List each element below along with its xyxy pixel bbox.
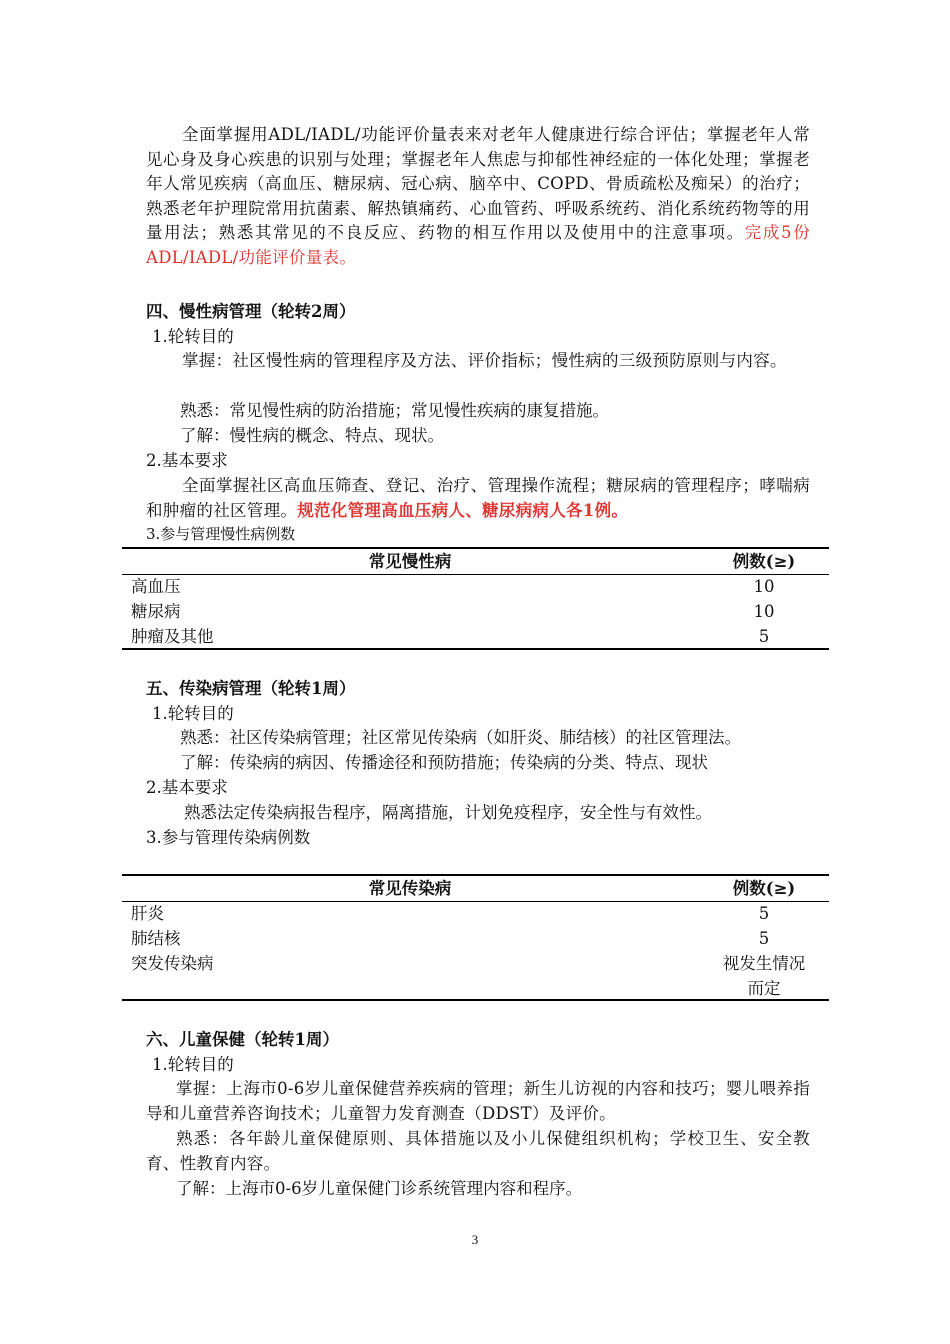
- red-requirement-text: 完成5份ADL/IADL/功能评价量表。: [146, 223, 810, 267]
- section-5-req-title: 2.基本要求: [146, 778, 228, 797]
- table-row: 肝炎: [131, 904, 164, 923]
- table-cell-count: 5: [758, 904, 770, 923]
- table-1-top-rule: [122, 547, 829, 549]
- section-5-table-title: 3.参与管理传染病例数: [146, 828, 311, 847]
- section-5-familiar: 熟悉：社区传染病管理；社区常见传染病（如肝炎、肺结核）的社区管理法。: [180, 728, 741, 747]
- page-number: 3: [471, 1232, 479, 1247]
- table-2-top-rule: [122, 874, 829, 876]
- table-row: 肺结核: [131, 929, 181, 948]
- section-6-master: 掌握：上海市0-6岁儿童保健营养疾病的管理；新生儿访视的内容和技巧；婴儿喂养指导和儿童营养咨询技术；儿童智力发育测查（DDST）及评价。: [146, 1079, 810, 1123]
- table-1-bottom-rule: [122, 648, 829, 650]
- section-4-heading: 四、慢性病管理（轮转2周）: [146, 302, 356, 321]
- section-4-goal-title: 1.轮转目的: [152, 327, 234, 346]
- section-4-familiar: 熟悉：常见慢性病的防治措施；常见慢性疾病的康复措施。: [180, 401, 609, 420]
- table-2-bottom-rule: [122, 999, 829, 1001]
- section-5-heading: 五、传染病管理（轮转1周）: [146, 679, 356, 698]
- table-cell-count-line1: 视发生情况: [722, 954, 806, 973]
- table-cell-count-line2: 而定: [747, 979, 781, 998]
- section-4-understand: 了解：慢性病的概念、特点、现状。: [180, 426, 444, 445]
- section-4-req-title: 2.基本要求: [146, 451, 228, 470]
- section-5-goal-title: 1.轮转目的: [152, 704, 234, 723]
- table-row: 突发传染病: [131, 954, 214, 973]
- table-2-header-count: 例数(≥): [732, 879, 796, 898]
- table-2-header-disease: 常见传染病: [368, 879, 452, 898]
- table-row: 肿瘤及其他: [131, 627, 214, 646]
- table-cell-count: 10: [753, 577, 775, 596]
- table-1-header-count: 例数(≥): [732, 552, 796, 571]
- table-cell-count: 5: [758, 627, 770, 646]
- table-cell-count: 5: [758, 929, 770, 948]
- table-row: 糖尿病: [131, 602, 181, 621]
- section-4-req-text: 全面掌握社区高血压筛查、登记、治疗、管理操作流程；糖尿病的管理程序；哮喘病和肿瘤的社区管理。规范化管理高血压病人、糖尿病病人各1例。: [146, 476, 810, 520]
- section-6-goal-title: 1.轮转目的: [152, 1055, 234, 1074]
- section-6-heading: 六、儿童保健（轮转1周）: [146, 1030, 339, 1049]
- section-4-table-title: 3.参与管理慢性病例数: [146, 525, 296, 543]
- red-bold-requirement: 规范化管理高血压病人、糖尿病病人各1例。: [297, 500, 629, 520]
- elderly-care-paragraph: 全面掌握用ADL/IADL/功能评价量表来对老年人健康进行综合评估；掌握老年人常见心身及身心疾患的识别与处理；掌握老年人焦虑与抑郁性神经症的一体化处理；掌握老年人常见疾病（高血压、糖尿病、冠心病、脑卒中、COPD、骨质疏松及痴呆）的治疗；熟悉老年护理院常用抗菌素、解热镇痛药、心血管药、呼吸系统药、消化系统药物等的用量用法；熟悉其常见的不良反应、药物的相互作用以及使用中的注意事项。完成5份ADL/IADL/功能评价量表。: [146, 125, 810, 267]
- section-5-understand: 了解：传染病的病因、传播途径和预防措施；传染病的分类、特点、现状: [180, 753, 708, 772]
- table-1-header-disease: 常见慢性病: [368, 552, 452, 571]
- table-cell-count: 10: [753, 602, 775, 621]
- section-5-req-text: 熟悉法定传染病报告程序，隔离措施，计划免疫程序，安全性与有效性。: [184, 803, 712, 822]
- table-row: 高血压: [131, 577, 181, 596]
- section-6-familiar: 熟悉：各年龄儿童保健原则、具体措施以及小儿保健组织机构；学校卫生、安全教育、性教育内容。: [146, 1129, 810, 1173]
- section-6-understand: 了解：上海市0-6岁儿童保健门诊系统管理内容和程序。: [176, 1179, 583, 1198]
- section-4-master: 掌握：社区慢性病的管理程序及方法、评价指标；慢性病的三级预防原则与内容。: [182, 351, 787, 370]
